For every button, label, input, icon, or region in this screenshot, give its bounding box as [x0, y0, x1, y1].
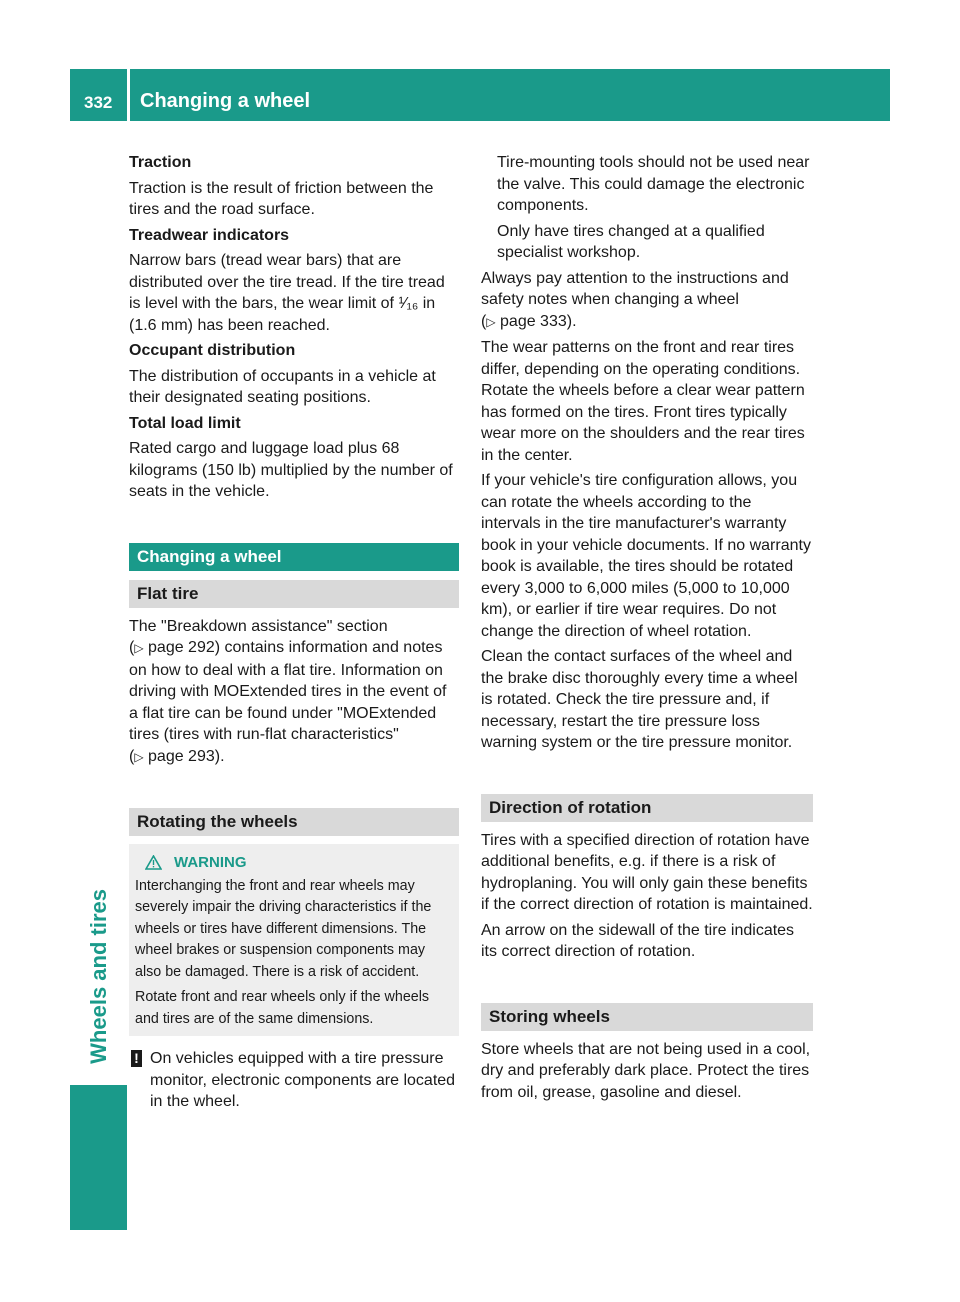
side-tab-text: Wheels and tires	[86, 889, 111, 1064]
page-number: 332	[84, 93, 113, 112]
side-tab-marker	[70, 1085, 127, 1230]
occupant-text: The distribution of occupants in a vehicle at their designated seating positions.	[129, 367, 436, 406]
note-tire-pressure	[129, 1048, 459, 1113]
attention-text: Always pay attention to the instructions and safety notes when changing a wheel (▷ page 333).	[481, 269, 789, 330]
warning-text-2: Rotate front and rear wheels only if the wheels and tires are of the same dimensions.	[135, 989, 430, 1027]
section-heading-changing-wheel: Changing a wheel	[129, 543, 459, 571]
treadwear-heading: Treadwear indicators	[129, 226, 290, 244]
subheading-storing-wheels: Storing wheels	[481, 1003, 813, 1031]
cleaning-text: Clean the contact surfaces of the wheel and the brake disc thoroughly every time a wheel is rotated. Check the tire pressure and, if necessary, restart the tire pressure loss warning system or the tire pressure monitor.	[481, 648, 798, 751]
flat-tire-text-a: The "Breakdown assistance" section	[129, 617, 388, 635]
wear-pattern-text: The wear patterns on the front and rear tires differ, depending on the operating conditions. Rotate the wheels before a clear wear pattern has formed on the tires. Front tires typically wear more on the shoulders and the rear tires in the center.	[481, 339, 805, 464]
left-column	[129, 152, 459, 1113]
load-limit-text: Rated cargo and luggage load plus 68 kilograms (150 lb) multiplied by the number of seats in the vehicle.	[129, 440, 453, 500]
warning-triangle-icon	[145, 855, 162, 870]
subheading-direction-rotation: Direction of rotation	[481, 794, 813, 822]
warning-text-1: Interchanging the front and rear wheels may severely impair the driving characteristics if the wheels or tires have different dimensions. The wheel brakes or suspension components may also be damaged. There is a risk of accident.	[135, 877, 432, 980]
traction-heading: Traction	[129, 154, 192, 171]
warning-box	[129, 844, 459, 1036]
exclamation-icon: !	[131, 1050, 142, 1067]
warning-label: WARNING	[174, 854, 247, 871]
side-tab-label	[84, 744, 114, 1064]
direction-text-1: Tires with a specified direction of rotation have additional benefits, e.g. if there is a risk of hydroplaning. You will only gain these benefits if the correct direction of rotation is maintained.	[481, 831, 813, 913]
warning-title	[135, 852, 453, 874]
direction-text-2: An arrow on the sidewall of the tire indicates its correct direction of rotation.	[481, 921, 795, 960]
header-divider	[127, 69, 130, 121]
occupant-heading: Occupant distribution	[129, 342, 296, 359]
traction-text: Traction is the result of friction between the tires and the road surface.	[129, 179, 434, 218]
load-limit-heading: Total load limit	[129, 414, 241, 432]
storing-text: Store wheels that are not being used in a cool, dry and preferably dark place. Protect the tires from oil, grease, gasoline and diesel.	[481, 1040, 811, 1101]
note-continuation-1: Tire-mounting tools should not be used near the valve. This could damage the electronic components.	[497, 154, 810, 214]
page-ref-arrow-icon: ▷	[486, 314, 496, 329]
flat-tire-text-c[interactable]: page 293).	[148, 747, 225, 765]
rotation-interval-text: If your vehicle's tire configuration allows, you can rotate the wheels according to the intervals in the tire manufacturer's warranty book in your vehicle documents. If no warranty book is available, the tires should be rotated every 3,000 to 6,000 miles (5,000 to 10,000 km), or earlier if tire wear requires. Do not change the direction of wheel rotation.	[481, 472, 811, 640]
note-text: On vehicles equipped with a tire pressure monitor, electronic components are located in the wheel.	[150, 1050, 456, 1110]
page-title: Changing a wheel	[140, 90, 311, 112]
flat-tire-text-b[interactable]: page 292) contains information and notes on how to deal with a flat tire. Information on driving with MOExtended tires in the event of a flat tire can be found under "MOExtended tires (tires with run-flat characteristics"	[129, 639, 447, 743]
flat-tire-text: The "Breakdown assistance" section (▷ page 292) contains information and notes on how to deal with a flat tire. Information on driving with MOExtended tires in the event of a flat tire can be found under "MOExtended tires (tires with run-flat characteristics" (▷ page 293).	[129, 617, 447, 765]
page-ref-arrow-icon: ▷	[134, 749, 144, 764]
subheading-flat-tire: Flat tire	[129, 580, 459, 608]
right-column	[481, 152, 813, 1107]
treadwear-text: Narrow bars (tread wear bars) that are distributed over the tire tread. If the tire tread is level with the bars, the wear limit of ¹⁄₁₆ in (1.6 mm) has been reached.	[129, 252, 445, 334]
attention-text-a: Always pay attention to the instructions and safety notes when changing a wheel	[481, 269, 789, 308]
attention-text-b[interactable]: page 333).	[500, 312, 577, 330]
page-ref-arrow-icon: ▷	[134, 641, 144, 655]
note-continuation-2: Only have tires changed at a qualified specialist workshop.	[497, 222, 765, 261]
subheading-rotating-wheels: Rotating the wheels	[129, 808, 459, 836]
